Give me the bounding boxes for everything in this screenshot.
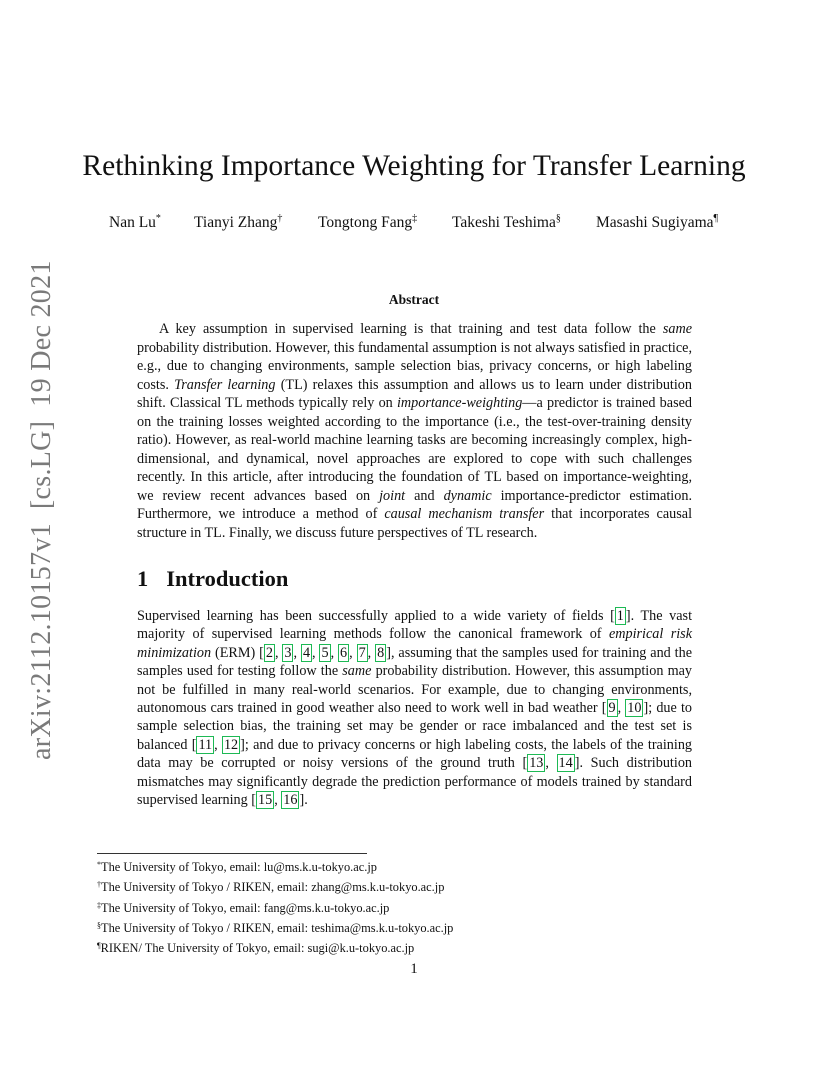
abstract-emphasis: dynamic	[443, 487, 492, 504]
citation-link[interactable]: 10	[627, 700, 642, 717]
citation-link[interactable]: 13	[529, 755, 544, 772]
author-mark: ¶	[713, 213, 719, 224]
author	[596, 213, 718, 232]
intro-segment: Supervised learning has been successfully applied to a wide variety of fields	[137, 608, 611, 624]
section-title: Introduction	[166, 566, 289, 591]
author-mark: †	[277, 213, 283, 224]
footnote-mark: *	[97, 860, 101, 869]
footnote	[97, 917, 453, 937]
footnote-mark: ‡	[97, 900, 101, 910]
citation-link[interactable]: 2	[265, 644, 273, 661]
abstract-segment: importance-predictor estimation. Furthermore, we introduce a method of	[137, 487, 692, 522]
citation-link[interactable]: 11	[198, 736, 213, 753]
footnote-text: The University of Tokyo / RIKEN, email: teshima@ms.k.u-tokyo.ac.jp	[101, 920, 454, 935]
citation-link[interactable]: 15	[258, 792, 273, 809]
footnote	[97, 897, 453, 917]
citation-link[interactable]: 3	[284, 644, 292, 661]
footnote	[97, 856, 453, 876]
abstract-segment: A key assumption in supervised learning is that training and test data follow the	[159, 321, 663, 337]
intro-segment: . The vast majority of supervised learning methods follow the canonical framework of	[137, 608, 693, 643]
abstract-heading: Abstract	[388, 292, 440, 307]
arxiv-category: [cs.LG]	[26, 420, 57, 510]
abstract-emphasis: same	[662, 321, 692, 337]
citation-link[interactable]: 12	[223, 736, 239, 753]
footnote-divider	[97, 853, 367, 854]
author-name: Tianyi Zhang	[194, 214, 278, 231]
footnote-text: The University of Tokyo, email: lu@ms.k.u-tokyo.ac.jp	[101, 860, 377, 874]
footnote-mark: §	[97, 920, 101, 930]
abstract-segment: (TL) relaxes this assumption and allows us to learn under distribution shift. Classical TL methods typically rely on	[137, 376, 692, 411]
intro-segment: .	[304, 792, 308, 809]
author	[109, 213, 161, 232]
abstract-segment: probability distribution. However, this fundamental assumption is not always satisfied in practice, e.g., due to changing environments, sample selection bias, privacy concerns, or high labeling costs.	[137, 339, 693, 393]
intro-segment: ; and due to privacy concerns or high labeling costs, the labels of the training data may be corrupted or noisy versions of the ground truth	[137, 736, 693, 772]
author	[318, 213, 417, 232]
citation-link[interactable]: 7	[358, 644, 366, 661]
footnote-text: RIKEN/ The University of Tokyo, email: sugi@k.u-tokyo.ac.jp	[100, 941, 415, 956]
citation-link[interactable]: 6	[340, 644, 348, 661]
citation-link[interactable]: 4	[302, 644, 311, 661]
footnote	[97, 876, 453, 896]
author-name: Tongtong Fang	[318, 214, 413, 231]
section-heading	[137, 566, 288, 592]
abstract-segment: that incorporates causal structure in TL. Finally, we discuss future perspectives of TL research.	[137, 506, 693, 541]
paper-title: Rethinking Importance Weighting for Transfer Learning	[82, 150, 746, 182]
abstract-segment: and	[405, 487, 444, 504]
author-mark: §	[555, 213, 561, 224]
citation-link[interactable]: 9	[608, 700, 616, 717]
intro-emphasis: same	[342, 663, 372, 680]
page-number: 1	[410, 961, 418, 977]
intro-segment: (ERM)	[211, 644, 260, 661]
footnote-text: The University of Tokyo, email: fang@ms.k.u-tokyo.ac.jp	[101, 900, 390, 915]
footnotes	[97, 856, 453, 957]
abstract-segment: —a predictor is trained based on the training losses weighted according to the importance (i.e., the test-over-training density ratio). However, as real-world machine learning tasks are becoming increasingly complex, high-dimensional, and dynamical, novel approaches are explored to cope with such challenges recently. In this article, after introducing the foundation of TL based on importance-weighting, we review recent advances based on	[137, 395, 692, 504]
author-mark: ‡	[412, 213, 418, 224]
arxiv-identifier	[26, 246, 58, 760]
intro-segment: . Such distribution mismatches may significantly degrade the prediction performance of models trained by standard supervised learning	[137, 755, 693, 809]
author-name: Masashi Sugiyama	[596, 214, 714, 231]
footnote-mark: ¶	[97, 941, 101, 951]
author	[452, 213, 561, 232]
citation-link[interactable]: 14	[558, 755, 573, 772]
abstract-emphasis: Transfer learning	[174, 376, 276, 393]
citation-link[interactable]: 1	[616, 608, 624, 624]
section-number: 1	[137, 566, 149, 591]
intro-paragraph: Supervised learning has been successfully applied to a wide variety of fields [ 1 ]. The vast majority of supervised learning methods follow the canonical framework of empirical risk minimization (ERM) [ 2 , 3 , 4 , 5 , 6 , 7 , 8 ], assuming that the samples used for training and the samples used for testing follow the same probability distribution. However, this assumption may not be fulfilled in many real-world scenarios. For example, due to changing environments, autonomous cars trained in good weather also need to work well in bad weather [ 9 , 10 ]; due to sample selection bias, the training set may be gender or race imbalanced and the test set is balanced [ 11 , 12 ]; and due to privacy concerns or high labeling costs, the labels of the training data may be corrupted or noisy versions of the ground truth [ 13 , 14 ]. Such distribution mismatches may significantly degrade the prediction performance of models trained by standard supervised learning [ 15 , 16 ].	[137, 608, 693, 809]
citation-link[interactable]: 16	[283, 792, 298, 809]
footnote-text: The University of Tokyo / RIKEN, email: zhang@ms.k.u-tokyo.ac.jp	[101, 880, 445, 895]
abstract-emphasis: joint	[379, 487, 406, 504]
abstract-text	[137, 320, 692, 542]
footnote-mark: †	[97, 880, 101, 890]
footnote	[97, 937, 453, 957]
intro-segment: probability distribution. However, this assumption may not be fulfilled in many real-world scenarios. For example, due to changing environments, autonomous cars trained in good weather also need to work well in bad weather	[137, 663, 692, 717]
author-name: Nan Lu	[109, 214, 156, 231]
author-mark: *	[155, 213, 161, 224]
arxiv-date: 19 Dec 2021	[26, 260, 57, 407]
abstract-emphasis: causal mechanism transfer	[384, 506, 545, 522]
arxiv-id: arXiv:2112.10157v1	[26, 523, 57, 760]
citation-link[interactable]: 5	[321, 644, 329, 661]
author	[194, 213, 282, 232]
intro-segment: , assuming that the samples used for training and the samples used for testing follow the	[137, 644, 693, 680]
intro-emphasis: empirical risk minimization	[137, 626, 692, 661]
author-name: Takeshi Teshima	[452, 214, 556, 231]
abstract-emphasis: importance-weighting	[396, 395, 523, 411]
citation-link[interactable]: 8	[377, 644, 385, 661]
intro-segment: ; due to sample selection bias, the training set may be gender or race imbalanced and the test set is balanced	[137, 700, 692, 753]
